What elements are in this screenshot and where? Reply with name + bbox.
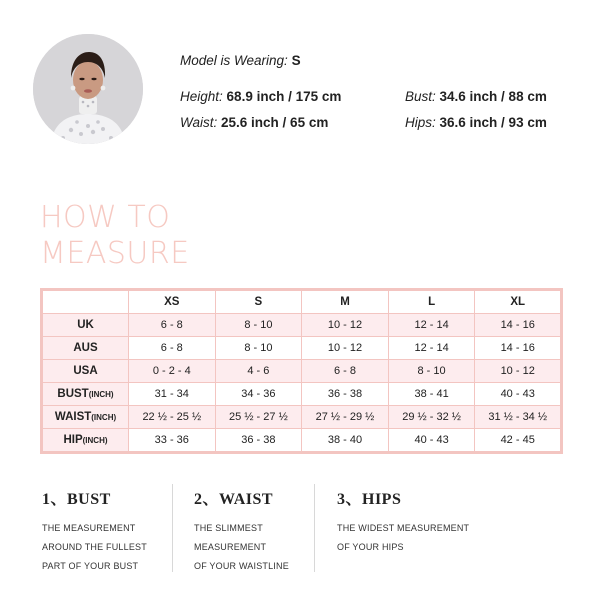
wearing-label: Model is Wearing:	[180, 53, 288, 68]
size-cell: 8 - 10	[215, 337, 302, 360]
row-label	[42, 383, 129, 406]
tip-line: THE WIDEST MEASUREMENT	[337, 523, 470, 533]
size-cell: 12 - 14	[388, 337, 475, 360]
size-cell: 6 - 8	[302, 360, 389, 383]
waist-value: 25.6 inch / 65 cm	[221, 115, 329, 130]
row-label-text: USA	[73, 365, 98, 377]
tip-hips	[337, 486, 469, 557]
height-label: Height:	[180, 89, 223, 104]
size-cell: 14 - 16	[475, 337, 562, 360]
size-cell: 36 - 38	[215, 429, 302, 453]
row-label-text: WAIST	[54, 411, 92, 423]
tip-title: 1、BUST	[42, 491, 111, 508]
tip-line: AROUND THE FULLEST	[42, 542, 147, 552]
size-row	[42, 383, 562, 406]
measure-tips	[0, 486, 600, 576]
model-bust	[405, 89, 547, 104]
bust-value: 34.6 inch / 88 cm	[439, 89, 547, 104]
model-waist	[180, 115, 328, 130]
bust-label: Bust:	[405, 89, 436, 104]
size-col-header: L	[388, 290, 475, 314]
row-label-text: HIP	[63, 434, 83, 446]
size-table	[40, 288, 563, 454]
row-label-text: BUST	[57, 388, 89, 400]
tip-line: THE SLIMMEST	[194, 523, 263, 533]
tip-line: MEASUREMENT	[194, 542, 267, 552]
size-row	[42, 429, 562, 453]
how-to-measure-heading	[40, 200, 190, 272]
size-cell: 29 ½ - 32 ½	[388, 406, 475, 429]
size-cell: 12 - 14	[388, 314, 475, 337]
heading-line-2: MEASURE	[40, 236, 190, 271]
size-cell: 8 - 10	[215, 314, 302, 337]
row-label	[42, 337, 129, 360]
size-cell: 42 - 45	[475, 429, 562, 453]
hips-value: 36.6 inch / 93 cm	[439, 115, 547, 130]
size-cell: 6 - 8	[129, 314, 216, 337]
size-cell: 40 - 43	[475, 383, 562, 406]
size-cell: 10 - 12	[302, 314, 389, 337]
row-label	[42, 360, 129, 383]
row-unit: (INCH)	[82, 436, 108, 445]
size-col-header: XS	[129, 290, 216, 314]
size-row	[42, 337, 562, 360]
tip-line: OF YOUR WAISTLINE	[194, 561, 289, 571]
size-cell: 38 - 40	[302, 429, 389, 453]
size-row	[42, 360, 562, 383]
model-wearing	[180, 53, 301, 68]
tip-bust	[42, 486, 147, 576]
size-cell: 31 - 34	[129, 383, 216, 406]
model-hips	[405, 115, 547, 130]
tip-waist	[194, 486, 289, 576]
size-cell: 4 - 6	[215, 360, 302, 383]
tip-line: THE MEASUREMENT	[42, 523, 136, 533]
heading-line-1: HOW TO	[40, 200, 171, 235]
row-unit: (INCH)	[88, 390, 114, 399]
tip-line: OF YOUR HIPS	[337, 542, 404, 552]
size-cell: 6 - 8	[129, 337, 216, 360]
row-label	[42, 406, 129, 429]
wearing-value: S	[291, 53, 301, 68]
row-label-text: AUS	[73, 342, 98, 354]
size-col-header: S	[215, 290, 302, 314]
size-cell: 27 ½ - 29 ½	[302, 406, 389, 429]
tip-title: 3、HIPS	[337, 491, 402, 508]
size-cell: 25 ½ - 27 ½	[215, 406, 302, 429]
size-cell: 33 - 36	[129, 429, 216, 453]
waist-label: Waist:	[180, 115, 218, 130]
size-header-row	[42, 290, 562, 314]
size-cell: 10 - 12	[302, 337, 389, 360]
size-cell: 22 ½ - 25 ½	[129, 406, 216, 429]
size-chart	[40, 288, 563, 454]
row-label	[42, 429, 129, 453]
size-cell: 14 - 16	[475, 314, 562, 337]
size-col-header: M	[302, 290, 389, 314]
model-photo	[33, 34, 143, 144]
size-row	[42, 314, 562, 337]
tip-title: 2、WAIST	[194, 491, 274, 508]
size-cell: 36 - 38	[302, 383, 389, 406]
size-cell: 38 - 41	[388, 383, 475, 406]
size-cell: 31 ½ - 34 ½	[475, 406, 562, 429]
row-unit: (INCH)	[91, 413, 117, 422]
header-corner	[42, 290, 129, 314]
tip-line: PART OF YOUR BUST	[42, 561, 139, 571]
size-cell: 40 - 43	[388, 429, 475, 453]
row-label-text: UK	[77, 319, 94, 331]
size-col-header: XL	[475, 290, 562, 314]
size-cell: 34 - 36	[215, 383, 302, 406]
height-value: 68.9 inch / 175 cm	[226, 89, 342, 104]
row-label	[42, 314, 129, 337]
size-cell: 0 - 2 - 4	[129, 360, 216, 383]
size-cell: 8 - 10	[388, 360, 475, 383]
hips-label: Hips:	[405, 115, 436, 130]
model-height	[180, 89, 341, 104]
size-row	[42, 406, 562, 429]
size-cell: 10 - 12	[475, 360, 562, 383]
